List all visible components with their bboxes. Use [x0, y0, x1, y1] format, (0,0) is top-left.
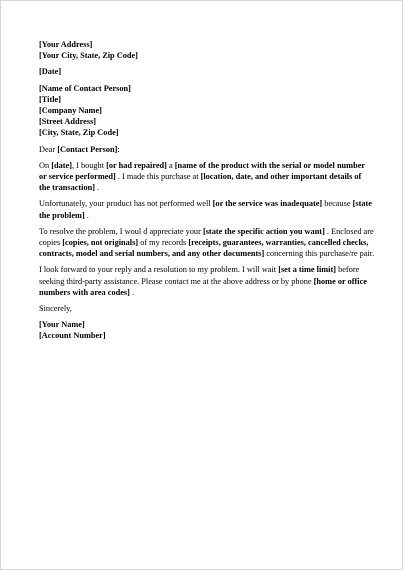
text-run: concerning this purchase/re pair. [266, 249, 375, 259]
sender-address: [Your Address] [39, 40, 93, 49]
paragraph-purchase [39, 160, 369, 194]
placeholder-location: [location, date, and other important details of [200, 172, 362, 182]
text-run: . [97, 183, 100, 193]
salutation-prefix: Dear [39, 144, 56, 154]
signature-account: [Account Number] [39, 331, 106, 341]
placeholder-phone-end: numbers with area codes] [39, 287, 130, 297]
text-run: . [131, 287, 135, 297]
closing [39, 303, 369, 314]
text-run: I look forward to your reply and a resolution to my problem. I will wait [39, 265, 277, 275]
text-run: before [338, 265, 360, 275]
text-run: because [324, 199, 351, 209]
recipient-city-state-zip: [City, State, Zip Code] [39, 128, 119, 138]
closing-text: Sincerely, [39, 304, 72, 314]
sender-city-state-zip: [Your City, State, Zip Code] [39, 51, 138, 61]
text-run: of my records [140, 238, 187, 248]
placeholder-records: [receipts, guarantees, warranties, cancelled checks, [188, 238, 369, 248]
placeholder-date: [date] [51, 160, 72, 170]
recipient-company: [Company Name] [39, 106, 102, 116]
paragraph-resolution [39, 226, 375, 260]
date-block [39, 66, 369, 77]
sender-address-block [39, 39, 369, 61]
salutation [39, 144, 369, 155]
text-run: seeking third-party assistance. Please contact me at the above address or by phone [39, 276, 312, 286]
text-run: a [169, 160, 173, 170]
recipient-address-block [39, 83, 369, 139]
text-run: . Enclosed are [326, 226, 374, 236]
letter-date: [Date] [39, 67, 62, 77]
placeholder-state-problem: [state [352, 199, 372, 209]
text-run: . [86, 210, 89, 220]
placeholder-action: [state the specific action you want] [202, 226, 325, 236]
recipient-contact-person: [Name of Contact Person] [39, 83, 131, 93]
placeholder-service-inadequate: [or the service was inadequate] [212, 199, 323, 209]
placeholder-transaction: the transaction] [39, 183, 95, 193]
text-run: , I bought [71, 160, 104, 170]
placeholder-repaired: [or had repaired] [106, 160, 167, 170]
placeholder-product: [name of the product with the serial or model number [174, 160, 366, 170]
paragraph-problem [39, 198, 372, 220]
text-run: To resolve the problem, I woul d appreciate your [39, 226, 201, 236]
placeholder-time-limit: [set a time limit] [278, 265, 337, 275]
text-run: . I made this purchase at [117, 172, 199, 182]
signature-name: [Your Name] [39, 320, 85, 330]
placeholder-state-problem-end: the problem] [39, 210, 85, 220]
signature-block [39, 319, 369, 341]
text-run: Unfortunately, your product has not performed well [39, 199, 211, 209]
complaint-letter [39, 39, 375, 347]
salutation-suffix: : [117, 144, 120, 154]
placeholder-records-end: contracts, model and serial numbers, and any other documents] [39, 249, 265, 259]
placeholder-phone: [home or office [313, 276, 367, 286]
text-run: copies [39, 238, 61, 248]
placeholder-service: or service performed] [39, 172, 116, 182]
recipient-street: [Street Address] [39, 117, 97, 127]
recipient-title: [Title] [39, 94, 61, 104]
paragraph-follow-up [39, 264, 369, 298]
text-run: On [39, 160, 50, 170]
salutation-name: [Contact Person] [57, 144, 118, 154]
placeholder-copies: [copies, not originals] [62, 238, 139, 248]
